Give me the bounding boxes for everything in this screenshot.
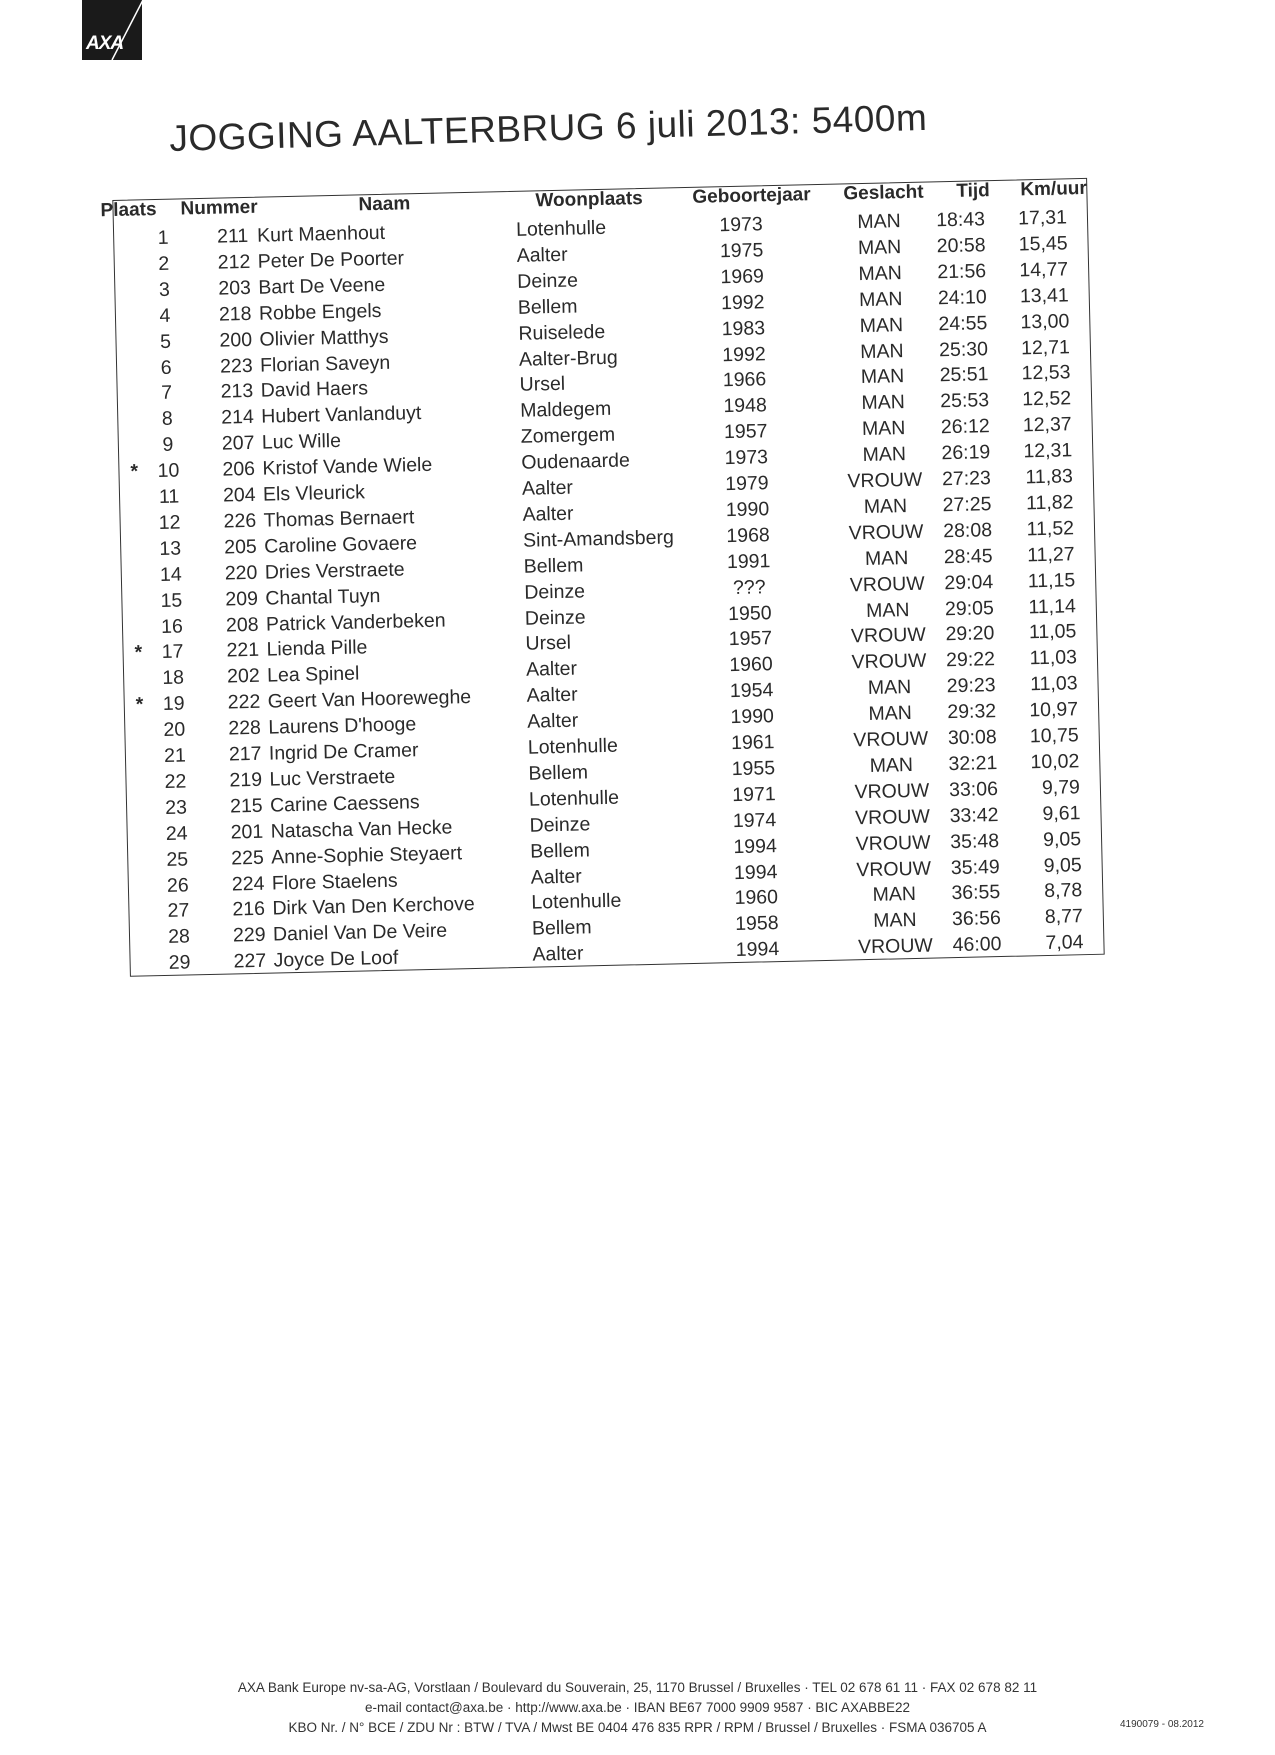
cell-geboortejaar: 1960 [734,886,779,910]
cell-kmuur: 12,52 [1022,387,1072,411]
cell-naam: Hubert Vanlanduyt [261,402,422,428]
cell-tijd: 29:20 [945,622,995,646]
cell-plaats: 16 [160,615,184,638]
cell-nummer: 217 [228,742,262,766]
cell-plaats: 15 [160,589,183,612]
cell-geboortejaar: 1992 [720,290,765,314]
cell-naam: Geert Van Hooreweghe [267,686,472,713]
cell-naam: Peter De Poorter [257,247,405,273]
cell-naam: Anne-Sophie Steyaert [271,841,463,869]
cell-plaats: 7 [161,382,173,405]
cell-tijd: 29:23 [946,674,996,698]
cell-plaats: 19 [162,692,185,716]
asterisk-mark-icon: * [130,460,139,483]
cell-naam: Florian Saveyn [259,351,391,377]
cell-woonplaats: Aalter [532,942,584,966]
cell-woonplaats: Bellem [531,916,592,940]
cell-tijd: 35:48 [950,829,1000,853]
cell-woonplaats: Deinze [524,605,586,630]
cell-geslacht: VROUW [855,831,931,855]
cell-plaats: 12 [158,511,181,534]
cell-woonplaats: Aalter [521,476,574,500]
cell-geboortejaar: 1975 [719,239,764,263]
cell-kmuur: 11,03 [1029,672,1078,696]
cell-kmuur: 7,04 [1045,931,1084,955]
cell-nummer: 225 [231,846,265,870]
cell-geboortejaar: 1957 [723,420,768,444]
cell-naam: Lienda Pille [266,636,368,662]
cell-plaats: 18 [162,666,185,690]
cell-geslacht: MAN [869,753,914,777]
cell-woonplaats: Lotenhulle [527,734,619,759]
cell-tijd: 32:21 [948,751,998,776]
cell-geboortejaar: 1990 [730,705,775,729]
cell-plaats: 24 [165,822,188,845]
cell-tijd: 28:08 [942,518,993,543]
cell-naam: Olivier Matthys [259,325,389,351]
footer-line-1: AXA Bank Europe nv-sa-AG, Vorstlaan / Boulevard du Souverain, 25, 1170 Brussel / Bruxelles · TEL 02 678 61 11 · FAX 02 678 82 11 [237,1680,1038,1695]
cell-tijd: 35:49 [950,855,1000,879]
cell-geslacht: VROUW [851,649,927,674]
cell-nummer: 227 [233,949,267,973]
cell-geslacht: MAN [857,236,902,259]
cell-naam: Thomas Bernaert [263,506,415,532]
cell-naam: Patrick Vanderbeken [265,609,446,636]
cell-plaats: 25 [166,848,189,871]
cell-kmuur: 11,83 [1025,465,1074,489]
cell-nummer: 207 [221,432,255,455]
cell-naam: Els Vleurick [262,481,366,506]
cell-tijd: 26:12 [940,415,990,439]
cell-naam: Flore Staelens [271,869,398,895]
cell-kmuur: 11,14 [1028,594,1077,618]
cell-nummer: 228 [228,716,262,740]
cell-tijd: 28:45 [943,544,993,568]
cell-woonplaats: Ursel [525,632,572,656]
cell-plaats: 4 [159,304,171,327]
cell-nummer: 200 [219,328,253,352]
cell-woonplaats: Lotenhulle [531,890,622,915]
cell-kmuur: 12,71 [1020,335,1071,359]
cell-geslacht: MAN [861,391,906,415]
cell-naam: Dries Verstraete [264,558,405,584]
cell-plaats: 3 [158,278,171,301]
cell-tijd: 25:51 [939,363,989,387]
cell-nummer: 205 [223,535,258,559]
header-kmuur: Km/uur [1020,177,1088,201]
page-title: JOGGING AALTERBRUG 6 juli 2013: 5400m [168,96,928,160]
cell-geboortejaar: 1960 [729,653,773,677]
cell-tijd: 24:10 [937,285,987,309]
cell-woonplaats: Aalter [522,502,574,526]
cell-kmuur: 12,37 [1022,413,1072,437]
cell-kmuur: 9,79 [1041,775,1081,799]
cell-naam: Kurt Maenhout [256,221,386,247]
cell-naam: Ingrid De Cramer [268,739,419,765]
cell-kmuur: 8,78 [1044,879,1083,903]
cell-nummer: 211 [216,224,249,248]
cell-nummer: 218 [218,302,252,326]
cell-woonplaats: Bellem [528,761,589,785]
cell-nummer: 202 [226,665,260,688]
cell-geslacht: MAN [860,365,905,389]
cell-nummer: 203 [218,276,252,300]
cell-nummer: 215 [229,794,263,818]
cell-tijd: 25:30 [938,337,989,361]
cell-geslacht: MAN [858,261,903,285]
cell-woonplaats: Bellem [523,554,584,578]
cell-geboortejaar: 1961 [730,731,775,755]
cell-kmuur: 9,05 [1043,853,1082,877]
cell-geboortejaar: 1994 [733,834,778,858]
asterisk-mark-icon: * [134,641,143,664]
cell-geboortejaar: ??? [732,575,766,599]
cell-woonplaats: Maldegem [519,398,612,423]
cell-tijd: 46:00 [952,933,1002,957]
footer [0,1678,1275,1738]
cell-nummer: 226 [223,509,257,533]
cell-kmuur: 9,05 [1042,827,1082,851]
cell-woonplaats: Lotenhulle [515,216,607,241]
cell-kmuur: 10,75 [1029,724,1079,748]
cell-plaats: 22 [164,770,187,793]
cell-naam: Robbe Engels [258,299,382,325]
cell-geslacht: MAN [868,702,913,726]
cell-kmuur: 9,61 [1042,801,1081,825]
cell-woonplaats: Ruiselede [518,320,606,345]
cell-geslacht: VROUW [853,727,929,752]
cell-plaats: 11 [158,485,180,509]
cell-plaats: 29 [168,951,191,975]
cell-kmuur: 11,15 [1027,568,1076,592]
cell-naam: Bart De Veene [258,273,386,299]
cell-plaats: 20 [163,718,186,742]
footer-line-2: e-mail contact@axa.be · http://www.axa.be · IBAN BE67 7000 9909 9587 · BIC AXABBE22 [364,1700,910,1715]
cell-geslacht: MAN [864,546,909,570]
cell-tijd: 20:58 [936,234,986,258]
cell-nummer: 209 [225,587,259,611]
cell-nummer: 216 [232,898,266,921]
footer-line-3: KBO Nr. / N° BCE / ZDU Nr : BTW / TVA / Mwst BE 0404 476 835 RPR / RPM / Brussel / Bruxelles · FSMA 036705 A [288,1720,987,1735]
cell-woonplaats: Aalter [516,243,568,267]
header-geboortejaar: Geboortejaar [692,184,811,208]
cell-geboortejaar: 1950 [727,601,772,625]
cell-naam: Joyce De Loof [273,946,399,972]
cell-geslacht: MAN [867,676,912,700]
cell-tijd: 33:42 [949,803,999,827]
cell-woonplaats: Deinze [529,813,591,837]
cell-woonplaats: Zomergem [520,423,616,448]
cell-naam: David Haers [260,377,369,403]
cell-tijd: 30:08 [947,726,997,750]
axa-logo-text: AXA [86,33,124,54]
cell-geslacht: VROUW [857,934,934,959]
cell-woonplaats: Ursel [519,373,566,397]
cell-plaats: 21 [163,744,187,767]
cell-geslacht: MAN [861,417,906,441]
header-geslacht: Geslacht [843,181,924,205]
cell-woonplaats: Aalter [526,683,578,707]
cell-woonplaats: Lotenhulle [528,786,620,811]
cell-geslacht: MAN [872,909,917,933]
header-naam: Naam [358,193,411,216]
cell-nummer: 229 [232,924,266,947]
cell-kmuur: 14,77 [1019,258,1069,282]
cell-nummer: 222 [227,690,261,714]
cell-naam: Luc Wille [261,430,342,454]
cell-tijd: 33:06 [948,777,999,801]
cell-geboortejaar: 1966 [722,368,767,392]
cell-naam: Natascha Van Hecke [270,816,453,843]
cell-kmuur: 11,52 [1026,517,1075,541]
cell-plaats: 28 [167,925,191,949]
results-table [100,164,1105,986]
cell-kmuur: 12,53 [1021,361,1071,385]
cell-nummer: 219 [229,768,263,792]
cell-tijd: 18:43 [935,208,986,232]
header-woonplaats: Woonplaats [535,187,643,212]
cell-geboortejaar: 1969 [720,265,765,289]
cell-woonplaats: Aalter [530,865,582,889]
cell-geslacht: VROUW [847,468,923,493]
cell-geslacht: MAN [863,494,908,518]
cell-tijd: 26:19 [941,441,991,465]
cell-plaats: 17 [161,640,184,664]
cell-kmuur: 17,31 [1017,206,1068,230]
cell-naam: Chantal Tuyn [265,584,381,610]
cell-geslacht: VROUW [850,624,927,648]
cell-naam: Dirk Van Den Kerchove [272,893,475,920]
cell-naam: Lea Spinel [266,662,360,687]
cell-kmuur: 11,05 [1028,620,1077,644]
cell-geslacht: MAN [872,883,917,907]
cell-woonplaats: Deinze [517,269,579,293]
cell-nummer: 212 [217,250,251,274]
cell-geslacht: MAN [862,443,907,467]
cell-tijd: 25:53 [940,389,990,413]
cell-kmuur: 11,03 [1029,646,1078,670]
cell-geslacht: MAN [857,210,901,234]
cell-plaats: 8 [161,407,173,431]
cell-geboortejaar: 1968 [726,523,771,547]
cell-tijd: 36:55 [951,881,1001,905]
axa-logo [82,0,142,60]
header-tijd: Tijd [956,180,991,202]
cell-geslacht: VROUW [854,779,930,804]
cell-geslacht: VROUW [856,857,932,881]
cell-kmuur: 10,02 [1030,750,1080,774]
cell-naam: Kristof Vande Wiele [262,453,433,480]
cell-geboortejaar: 1994 [733,860,778,884]
header-plaats: Plaats [100,198,157,222]
cell-nummer: 208 [225,613,259,637]
cell-kmuur: 11,82 [1025,491,1074,515]
cell-geboortejaar: 1990 [725,498,770,522]
cell-geslacht: MAN [859,313,904,337]
cell-plaats: 13 [159,537,182,560]
cell-nummer: 201 [230,820,264,844]
cell-geboortejaar: 1954 [729,679,774,703]
cell-nummer: 223 [219,354,253,378]
cell-plaats: 5 [159,330,172,353]
cell-nummer: 204 [222,483,256,507]
cell-kmuur: 13,41 [1019,284,1069,308]
cell-nummer: 221 [226,639,260,662]
cell-naam: Carine Caessens [269,790,420,817]
cell-naam: Luc Verstraete [269,765,396,791]
cell-kmuur: 8,77 [1044,905,1084,929]
cell-tijd: 29:32 [947,700,997,724]
cell-nummer: 213 [220,380,254,403]
cell-plaats: 6 [160,356,172,379]
cell-nummer: 206 [222,457,256,481]
cell-geboortejaar: 1979 [724,472,769,496]
cell-geslacht: MAN [858,287,903,311]
cell-tijd: 21:56 [937,259,987,284]
form-code: 4190079 - 08.2012 [1120,1719,1204,1730]
cell-tijd: 36:56 [951,907,1002,931]
cell-geboortejaar: 1973 [724,446,769,470]
cell-tijd: 29:04 [944,570,994,594]
cell-geboortejaar: 1983 [721,316,766,340]
cell-geslacht: VROUW [848,520,924,545]
cell-tijd: 27:23 [941,467,992,491]
cell-woonplaats: Aalter [527,709,579,733]
cell-geboortejaar: 1955 [731,757,776,780]
cell-geslacht: VROUW [849,572,925,596]
cell-tijd: 29:22 [945,648,996,672]
cell-geboortejaar: 1957 [728,627,773,651]
cell-plaats: 9 [162,433,174,457]
cell-geboortejaar: 1974 [732,808,777,832]
cell-naam: Daniel Van De Veire [272,919,448,946]
cell-plaats: 10 [157,459,180,483]
cell-woonplaats: Oudenaarde [521,449,631,474]
cell-geboortejaar: 1992 [722,342,766,366]
cell-plaats: 27 [167,899,190,923]
cell-plaats: 23 [165,796,188,819]
cell-woonplaats: Deinze [524,579,586,604]
cell-naam: Laurens D'hooge [268,713,417,739]
cell-kmuur: 12,31 [1023,439,1073,463]
cell-kmuur: 10,97 [1029,698,1079,722]
cell-naam: Caroline Govaere [263,531,418,558]
cell-plaats: 2 [158,252,170,275]
cell-geboortejaar: 1991 [726,549,771,573]
header-nummer: Nummer [180,196,258,220]
cell-geslacht: MAN [865,598,910,622]
cell-woonplaats: Bellem [529,838,591,863]
asterisk-mark-icon: * [135,693,144,716]
cell-kmuur: 13,00 [1020,309,1070,334]
cell-tijd: 27:25 [942,493,992,517]
cell-woonplaats: Aalter-Brug [518,346,618,371]
cell-geboortejaar: 1994 [735,938,780,962]
cell-geboortejaar: 1948 [723,394,768,418]
cell-kmuur: 11,27 [1026,542,1075,567]
cell-tijd: 24:55 [938,311,988,335]
cell-geslacht: MAN [860,339,904,363]
cell-woonplaats: Bellem [517,295,578,319]
cell-nummer: 214 [221,406,255,429]
cell-geslacht: VROUW [854,805,931,829]
cell-nummer: 224 [231,872,265,895]
cell-geboortejaar: 1973 [719,213,763,237]
cell-plaats: 14 [159,563,182,586]
cell-geboortejaar: 1971 [732,782,776,806]
cell-nummer: 220 [224,561,258,585]
cell-plaats: 1 [157,226,169,249]
cell-woonplaats: Sint-Amandsberg [522,526,675,552]
cell-kmuur: 15,45 [1018,232,1068,256]
cell-woonplaats: Aalter [525,657,578,682]
cell-geboortejaar: 1958 [734,912,779,936]
cell-tijd: 29:05 [944,596,995,620]
cell-plaats: 26 [166,873,189,897]
